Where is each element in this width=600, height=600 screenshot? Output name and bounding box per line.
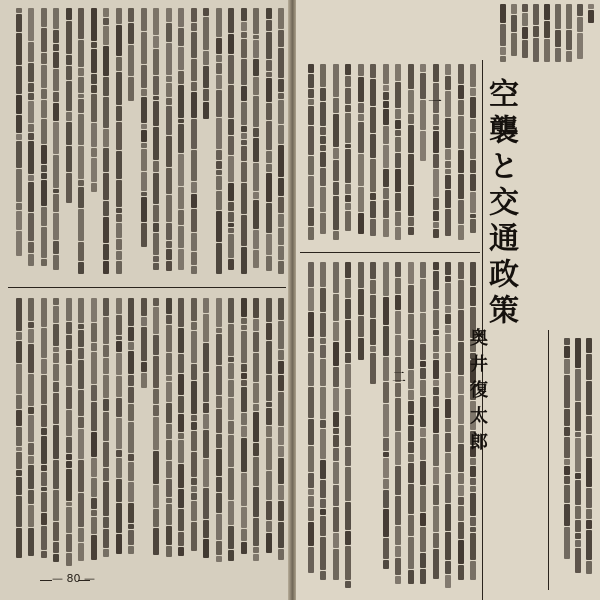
left-page	[0, 0, 290, 600]
text-column	[191, 8, 198, 274]
text-column	[575, 338, 582, 573]
text-column	[358, 64, 365, 234]
text-column	[191, 298, 198, 551]
text-column	[53, 298, 60, 562]
text-column	[178, 298, 185, 556]
text-column	[241, 8, 248, 274]
text-column	[103, 298, 110, 557]
column-divider	[300, 252, 480, 253]
text-column	[266, 298, 273, 553]
text-column	[544, 4, 551, 62]
text-column	[153, 298, 160, 555]
text-column	[370, 64, 377, 236]
text-column	[253, 298, 260, 561]
text-column	[28, 298, 35, 556]
text-column	[433, 64, 440, 238]
section-heading-1: 一	[428, 95, 442, 111]
text-column	[116, 8, 123, 274]
page-number: — 80 —	[52, 572, 95, 585]
text-column	[78, 8, 85, 274]
text-column	[278, 298, 285, 560]
text-column	[500, 4, 507, 62]
text-column	[141, 8, 148, 247]
text-column	[116, 298, 123, 554]
text-column	[577, 4, 584, 59]
text-column	[266, 8, 273, 271]
text-column	[333, 64, 340, 240]
text-column	[588, 4, 595, 23]
text-column	[153, 8, 160, 270]
text-column	[320, 64, 327, 234]
right-page	[296, 0, 600, 600]
text-column	[395, 262, 402, 584]
column-divider	[8, 287, 286, 288]
text-column	[358, 262, 365, 360]
text-column	[333, 262, 340, 580]
text-column	[28, 8, 35, 266]
text-column	[586, 338, 593, 574]
text-column	[383, 64, 390, 237]
text-column	[308, 262, 315, 573]
text-column	[216, 298, 223, 562]
text-column	[91, 8, 98, 192]
text-column	[241, 298, 248, 554]
text-column	[203, 298, 210, 558]
text-column	[53, 8, 60, 270]
text-column	[345, 64, 352, 231]
text-column	[128, 8, 135, 101]
text-column	[533, 4, 540, 62]
text-column	[41, 298, 48, 558]
text-column	[445, 262, 452, 588]
text-column	[345, 262, 352, 588]
page-number-rule-left	[40, 580, 52, 581]
text-column	[395, 64, 402, 240]
text-column	[433, 262, 440, 579]
article-author: 奥井復太郎	[467, 328, 488, 458]
text-column	[66, 298, 73, 566]
text-column	[370, 262, 377, 384]
text-column	[320, 262, 327, 580]
text-column	[278, 8, 285, 274]
text-column	[383, 262, 390, 569]
text-column	[228, 298, 235, 561]
text-column	[420, 262, 427, 584]
text-column	[128, 298, 135, 554]
text-column	[470, 64, 477, 233]
text-column	[166, 298, 173, 557]
article-title: 空襲と交通政策	[483, 78, 518, 330]
text-column	[41, 8, 48, 266]
text-column	[566, 4, 573, 62]
text-column	[216, 8, 223, 274]
text-column	[555, 4, 562, 62]
text-column	[522, 4, 529, 58]
text-column	[16, 298, 23, 558]
text-column	[408, 64, 415, 235]
text-column	[16, 8, 23, 256]
text-column	[564, 338, 571, 559]
text-column	[166, 8, 173, 271]
text-column	[228, 8, 235, 270]
text-column	[420, 64, 427, 161]
text-column	[253, 8, 260, 268]
text-column	[458, 64, 465, 240]
text-column	[308, 64, 315, 240]
text-column	[141, 298, 148, 388]
text-column	[511, 4, 518, 56]
text-column	[178, 8, 185, 270]
text-column	[78, 298, 85, 561]
text-column	[103, 8, 110, 274]
section-heading-2: 二	[392, 370, 406, 386]
text-column	[91, 298, 98, 560]
text-column	[203, 8, 210, 119]
text-column	[408, 262, 415, 584]
text-column	[445, 64, 452, 236]
text-column	[66, 8, 73, 203]
